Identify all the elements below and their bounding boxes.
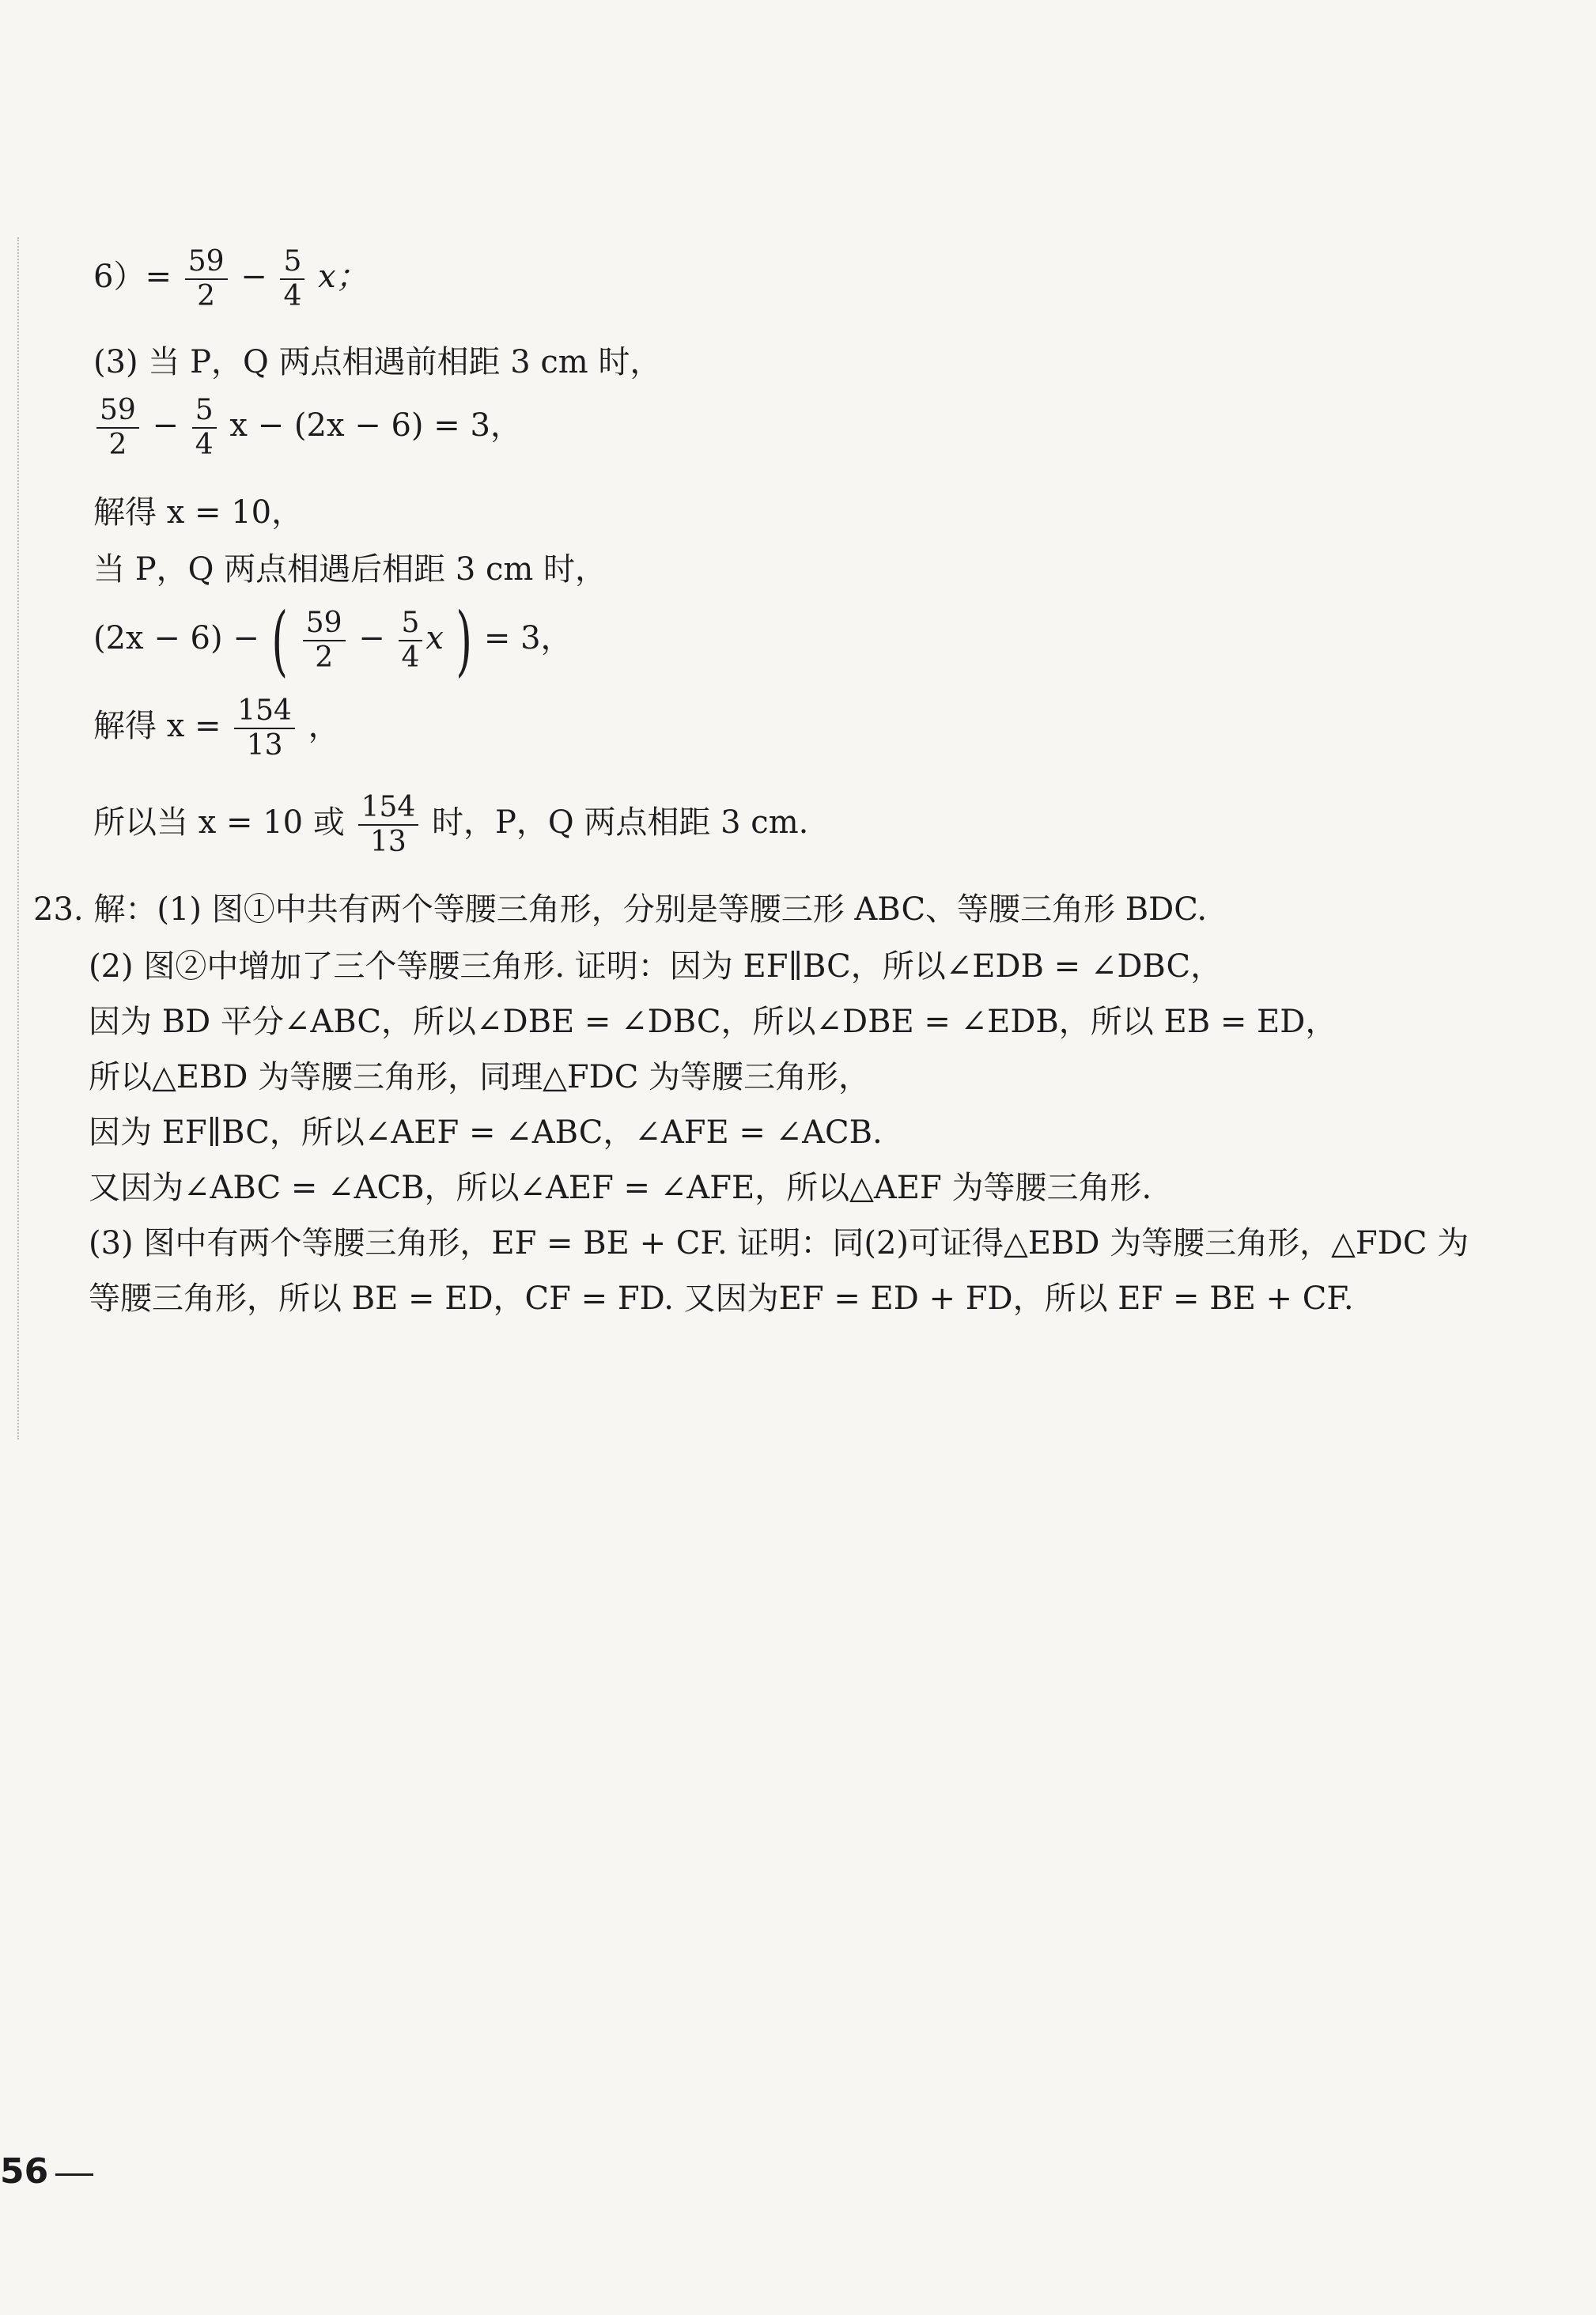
text: 6）= xyxy=(93,258,172,295)
q23-line-5: 因为 EF∥BC，所以∠AEF = ∠ABC，∠AFE = ∠ACB. xyxy=(89,1114,883,1151)
fraction: $\frac{5}{4}$ xyxy=(399,608,423,673)
fraction: $\frac{5}{4}$ xyxy=(280,247,304,312)
fraction: $\frac{59}{2}$ xyxy=(96,395,139,460)
q23-line-8: 等腰三角形，所以 BE = ED，CF = FD. 又因为EF = ED + FD，所以 EF = BE + CF. xyxy=(89,1280,1354,1317)
solution-line-8: 所以当 x = 10 或 $\frac{154}{13}$ 时，P，Q 两点相距 3 cm. xyxy=(93,791,809,858)
page-number-dash xyxy=(55,2173,93,2176)
solution-line-4: 解得 x = 10， xyxy=(93,494,304,531)
q23-line-3: 因为 BD 平分∠ABC，所以∠DBE = ∠DBC，所以∠DBE = ∠EDB，所以 EB = ED， xyxy=(89,1004,1337,1040)
page-number: 56 xyxy=(0,2151,49,2192)
fraction: $\frac{59}{2}$ xyxy=(303,608,346,673)
fraction: $\frac{5}{4}$ xyxy=(192,395,217,460)
solution-line-1: 6）= $\frac{59}{2}$ − $\frac{5}{4}$ x； xyxy=(93,245,368,312)
fraction: $\frac{154}{13}$ xyxy=(234,696,295,761)
q23-line-7: (3) 图中有两个等腰三角形，EF = BE + CF. 证明：同(2)可证得△EBD 为等腰三角形，△FDC 为 xyxy=(89,1225,1469,1262)
q23-line-6: 又因为∠ABC = ∠ACB，所以∠AEF = ∠AFE，所以△AEF 为等腰三角形. xyxy=(89,1170,1152,1206)
right-paren: ) xyxy=(456,596,472,685)
solution-line-7: 解得 x = $\frac{154}{13}$ ， xyxy=(93,694,340,762)
left-paren: ( xyxy=(270,596,288,685)
solution-line-5: 当 P，Q 两点相遇后相距 3 cm 时， xyxy=(93,551,607,588)
q23-line-1: 23. 解：(1) 图①中共有两个等腰三角形，分别是等腰三形 ABC、等腰三角形 BDC. xyxy=(33,891,1208,928)
binding-margin-line xyxy=(17,237,19,1439)
solution-line-3: $\frac{59}{2}$ − $\frac{5}{4}$ x − (2x − 6) = 3， xyxy=(93,395,522,460)
q23-line-4: 所以△EBD 为等腰三角形，同理△FDC 为等腰三角形， xyxy=(89,1059,871,1095)
q23-line-2: (2) 图②中增加了三个等腰三角形. 证明：因为 EF∥BC，所以∠EDB = ∠DBC， xyxy=(89,948,1223,985)
fraction: $\frac{154}{13}$ xyxy=(358,792,419,857)
fraction: $\frac{59}{2}$ xyxy=(185,247,228,312)
solution-line-6: (2x − 6) − ( $\frac{59}{2}$ − $\frac{5}{4}$ x ) = 3， xyxy=(93,596,573,685)
solution-line-2: (3) 当 P，Q 两点相遇前相距 3 cm 时， xyxy=(93,344,662,380)
